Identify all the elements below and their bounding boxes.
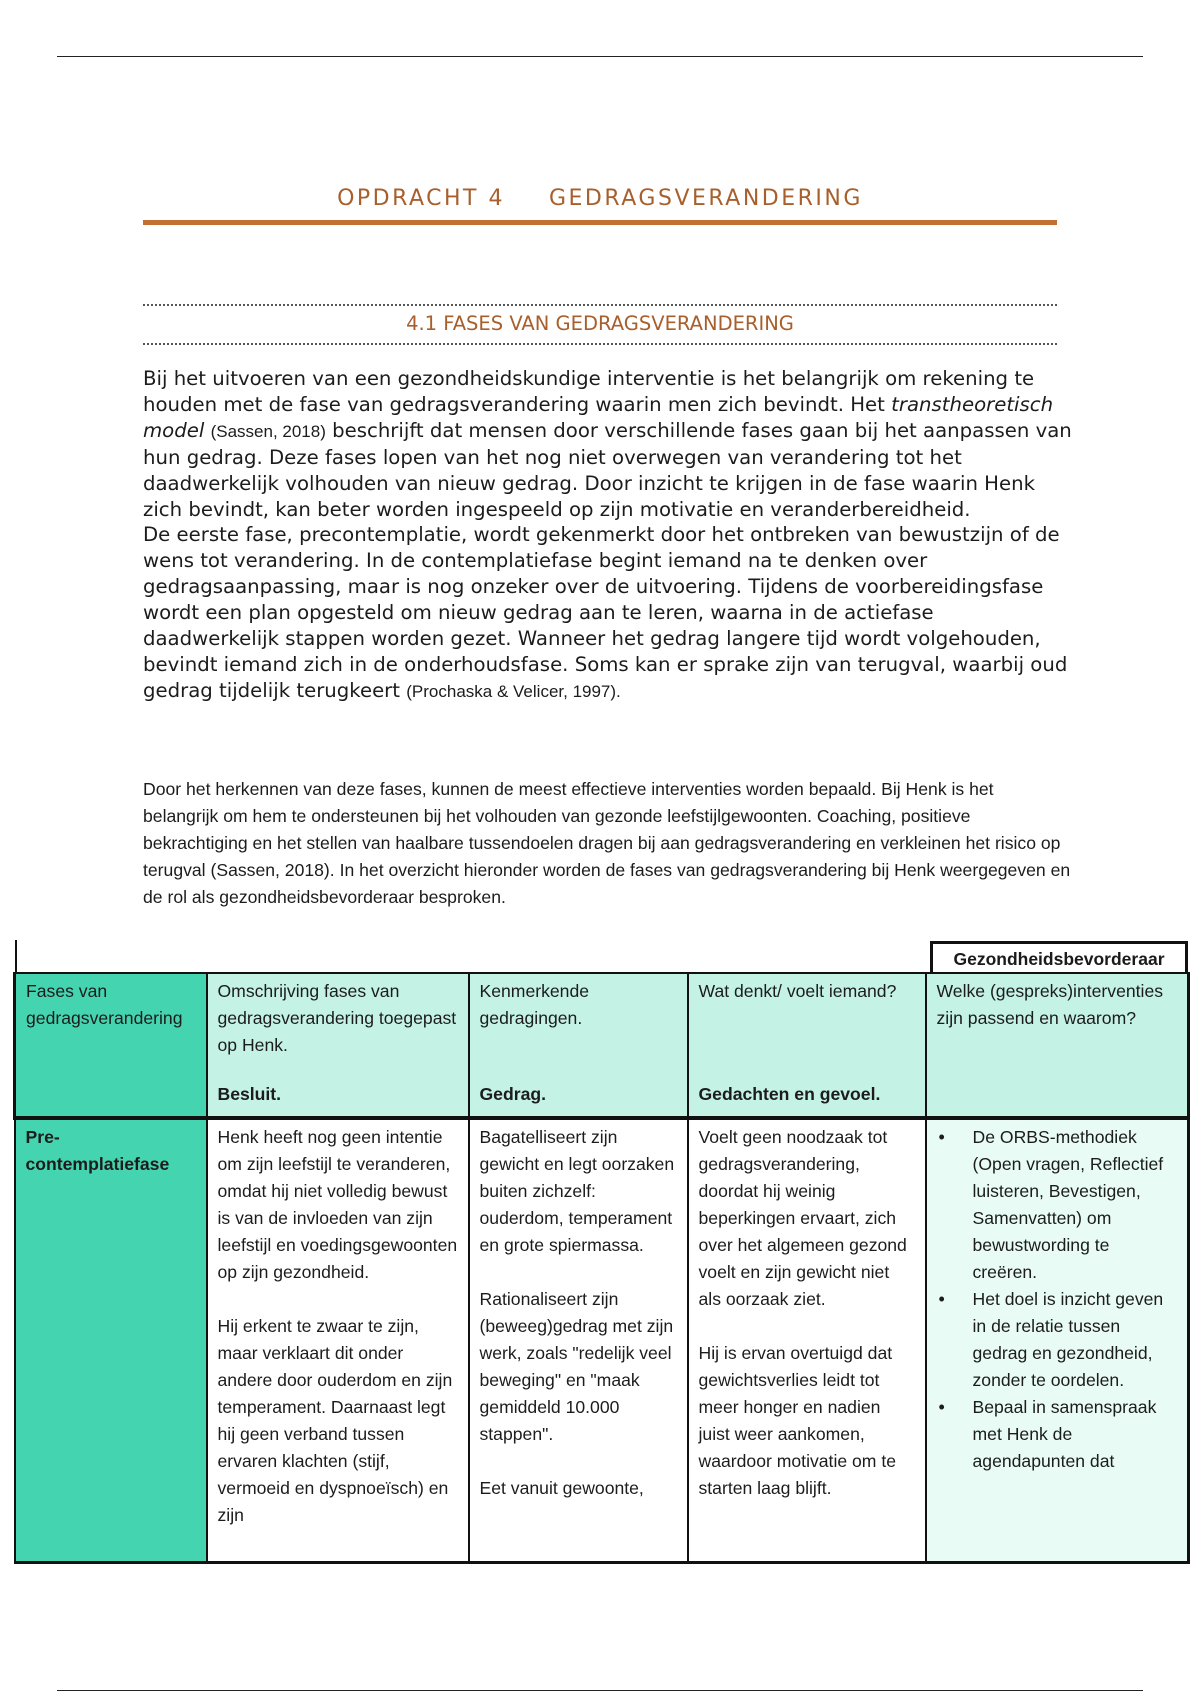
intro-text <box>143 366 1073 705</box>
cell-text: Rationaliseert zijn (beweeg)gedrag met zijn werk, zoals "redelijk veel beweging" en "maak gemiddeld 10.000 stappen". <box>479 1289 674 1444</box>
stage-label: Pre-contemplatiefase <box>25 1127 170 1174</box>
cell-text: Hij erkent te zwaar te zijn, maar verklaart dit onder andere door ouderdom en zijn temperament. Daarnaast legt hij geen verband tussen ervaren klachten (stijf, vermoeid en dyspnoeïsch) en zijn <box>217 1316 453 1525</box>
intro-p1-citation: (Sassen, 2018) <box>210 421 326 441</box>
cell-text: Henk heeft nog geen intentie om zijn leefstijl te veranderen, omdat hij niet volledig bewust is van de invloeden van zijn leefstijl en voedingsgewoonten op zijn gezondheid. <box>217 1127 458 1282</box>
cell-gedrag <box>469 1118 688 1563</box>
header-cell-interventies <box>926 973 1189 1118</box>
interventions-list <box>937 1124 1178 1475</box>
chapter-underline <box>143 220 1057 225</box>
phases-table <box>13 972 1190 1564</box>
cell-interventies <box>926 1118 1189 1563</box>
cell-gevoel <box>688 1118 926 1563</box>
header-footnote: Gedachten en gevoel. <box>698 1084 881 1104</box>
table-header-row <box>15 973 1189 1118</box>
header-cell-gedragingen <box>469 973 688 1118</box>
group-header-gezondheidsbevorderaar: Gezondheidsbevorderaar <box>930 941 1188 973</box>
table-row-precontemplatie <box>15 1118 1189 1563</box>
chapter-title: GEDRAGSVERANDERING <box>548 186 863 211</box>
intro-p1-a: Bij het uitvoeren van een gezondheidskundige interventie is het belangrijk om rekening te houden met de fase van gedragsverandering waarin men zich bevindt. Het <box>143 367 1035 416</box>
header-text: Wat denkt/ voelt iemand? <box>698 981 897 1001</box>
header-text: Welke (gespreks)interventies zijn passend en waarom? <box>936 981 1164 1028</box>
chapter-heading <box>143 186 1057 211</box>
header-text: Kenmerkende gedragingen. <box>479 981 590 1028</box>
cell-text: Bagatelliseert zijn gewicht en legt oorzaken buiten zichzelf: ouderdom, temperament en grote spiermassa. <box>479 1127 675 1255</box>
section-title: 4.1 FASES VAN GEDRAGSVERANDERING <box>406 312 794 335</box>
section-rule-bottom <box>143 343 1057 345</box>
cell-omschrijving <box>207 1118 469 1563</box>
header-cell-fases <box>15 973 207 1118</box>
intro-p2-a: De eerste fase, precontemplatie, wordt gekenmerkt door het ontbreken van bewustzijn of de wens tot verandering. In de contemplatiefase begint iemand na te denken over gedragsaanpassing, maar is nog onzeker over de uitvoering. Tijdens de voorbereidingsfase wordt een plan opgesteld om nieuw gedrag aan te leren, waarna in de actiefase daadwerkelijk stappen worden gezet. Wanneer het gedrag langere tijd wordt volgehouden, bevindt iemand zich in de onderhoudsfase. Soms kan er sprake zijn van terugval, waarbij oud gedrag tijdelijk terugkeert <box>143 523 1068 702</box>
header-rule <box>57 56 1143 57</box>
table-left-edge <box>15 940 17 973</box>
intro-paragraph-1 <box>143 366 1073 522</box>
intro-p1-emphasis: transtheoretisch model <box>143 392 1054 442</box>
stage-cell <box>15 1118 207 1563</box>
header-footnote: Besluit. <box>217 1084 282 1104</box>
header-text: Fases van gedragsverandering <box>26 981 183 1028</box>
body-paragraph: Door het herkennen van deze fases, kunnen de meest effectieve interventies worden bepaald. Bij Henk is het belangrijk om hem te ondersteunen bij het volhouden van gezonde leefstijlgewoonten. Coaching, positieve bekrachtiging en het stellen van haalbare tussendoelen dragen bij aan gedragsverandering en verkleinen het risico op terugval (Sassen, 2018). In het overzicht hieronder worden de fases van gedragsverandering bij Henk weergegeven en de rol als gezondheidsbevorderaar besproken. <box>143 779 1071 907</box>
header-text: Omschrijving fases van gedragsverandering toegepast op Henk. <box>217 981 457 1055</box>
list-item: • De ORBS-methodiek (Open vragen, Reflectief luisteren, Bevestigen, Samenvatten) om bewustwording te creëren. <box>937 1124 1178 1286</box>
header-footnote: Gedrag. <box>479 1084 546 1104</box>
header-cell-omschrijving <box>207 973 469 1118</box>
intro-p2-citation: (Prochaska & Velicer, 1997). <box>406 681 621 701</box>
intro-p1-b: beschrijft dat mensen door verschillende fases gaan bij het aanpassen van hun gedrag. Deze fases lopen van het nog niet overwegen van verandering tot het daadwerkelijk volhouden van nieuw gedrag. Door inzicht te krijgen in de fase waarin Henk zich bevindt, kan beter worden ingespeeld op zijn motivatie en veranderbereidheid. <box>143 418 1072 521</box>
cell-text: Voelt geen noodzaak tot gedragsverandering, doordat hij weinig beperkingen ervaart, zich over het algemeen gezond voelt en zijn gewicht niet als oorzaak ziet. <box>698 1127 907 1309</box>
intro-paragraph-2 <box>143 522 1073 704</box>
chapter-number: OPDRACHT 4 <box>337 186 505 211</box>
cell-text: Hij is ervan overtuigd dat gewichtsverlies leidt tot meer honger en nadien juist weer aankomen, waardoor motivatie om te starten laag blijft. <box>698 1343 897 1498</box>
footer-rule <box>57 1690 1143 1691</box>
list-item: • Bepaal in samenspraak met Henk de agendapunten dat <box>937 1394 1178 1475</box>
list-item: • Het doel is inzicht geven in de relatie tussen gedrag en gezondheid, zonder te oordelen. <box>937 1286 1178 1394</box>
header-cell-denkt-voelt <box>688 973 926 1118</box>
section-rule-top <box>143 304 1057 306</box>
cell-text: Eet vanuit gewoonte, <box>479 1478 644 1498</box>
